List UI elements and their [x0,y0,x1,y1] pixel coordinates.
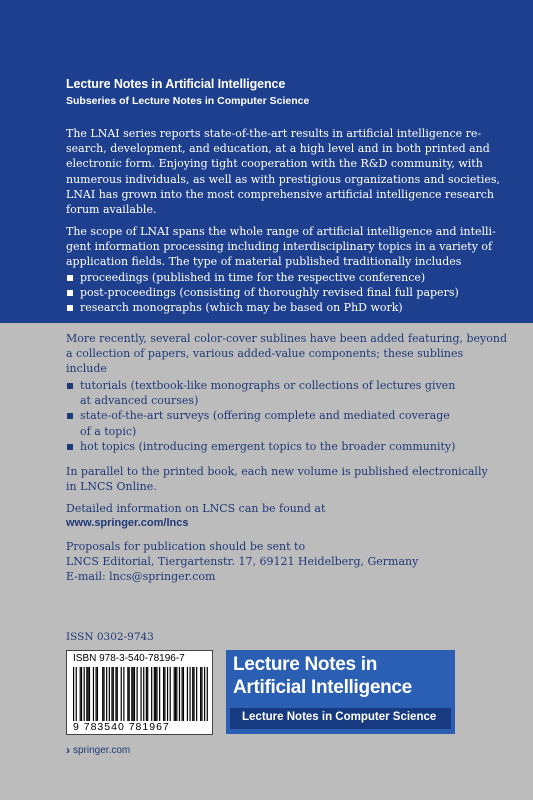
bullet-square-icon [67,444,73,450]
barcode-bar [193,667,194,721]
barcode-bar [163,667,164,721]
barcode-bar [131,667,132,721]
sublines-list [66,378,486,454]
barcode-bar [196,667,197,721]
list-item: proceedings (published in time for the respective conference) [66,270,486,285]
intro-line: The LNAI series reports state-of-the-art results in artificial intelligence re- [66,127,482,140]
sublines-line: include [66,362,107,376]
barcode-bar [155,667,156,721]
detailed-paragraph [66,501,476,531]
barcode-bar [121,667,122,721]
intro-line: electronic form. Enjoying tight cooperation with the R&D community, with [66,157,483,171]
list-item: state-of-the-art surveys (offering complete and mediated coverage of a topic) [66,408,486,438]
barcode-bar [141,667,142,721]
parallel-line: in LNCS Online. [66,480,157,494]
series-subtitle: Subseries of Lecture Notes in Computer Science [66,95,310,107]
barcode-bar [174,667,175,721]
barcode-bar [129,667,130,721]
barcode-bar [123,667,124,721]
barcode-bar [76,667,77,721]
barcode-bar [151,667,152,721]
scope-line: application fields. The type of material published traditionally includes [66,255,462,269]
intro-paragraph [66,126,500,217]
proposals-line: LNCS Editorial, Tiergartenstr. 17, 69121 Heidelberg, Germany [66,555,419,569]
scope-paragraph [66,224,496,270]
isbn-label: ISBN 978-3-540-78196-7 [73,653,185,664]
barcode-bar [154,667,155,721]
intro-line: forum available. [66,203,157,217]
logo-line-1: Lecture Notes in [233,654,378,675]
list-item: hot topics (introducing emergent topics to the broader community) [66,439,486,454]
barcode-bar [89,667,90,721]
bullet-square-icon [67,290,73,296]
barcode-bar [207,667,208,721]
barcode-bar [109,667,110,721]
barcode-bar [159,667,160,721]
bullet-square-icon [67,383,73,389]
barcode-bar [127,667,128,721]
barcode-bar [204,667,205,721]
barcode-bar [96,667,97,721]
publisher-name: springer.com [73,744,131,756]
intro-line: LNAI has grown into the most comprehensive artificial intelligence research [66,187,494,201]
parallel-line: In parallel to the printed book, each new volume is published electronically [66,465,488,478]
bullet-square-icon [67,305,73,311]
intro-line: search, development, and education, at a high level and in both printed and [66,142,490,156]
barcode-bar [117,667,118,721]
barcode-bar [86,667,87,721]
blue-top-panel [0,0,533,323]
barcode-bar [73,667,74,721]
barcode-bar [84,667,85,721]
chevron-right-icon: › [66,743,70,757]
barcode-bar [133,667,134,721]
proposals-email[interactable]: E-mail: lncs@springer.com [66,570,216,584]
series-title: Lecture Notes in Artificial Intelligence [66,77,286,91]
barcode-digits: 9 783540 781967 [73,721,170,733]
scope-line: gent information processing including interdisciplinary topics in a variety of [66,240,493,254]
list-item: tutorials (textbook-like monographs or collections of lectures given at advanced courses) [66,378,486,408]
barcode-bar [187,667,188,721]
barcode-bar [134,667,135,721]
series-logo [226,650,455,734]
list-item: research monographs (which may be based on PhD work) [66,300,486,315]
barcode-bar [189,667,190,721]
material-list [66,270,486,316]
isbn-barcode [66,650,213,735]
sublines-paragraph [66,331,508,377]
scope-line: The scope of LNAI spans the whole range of artificial intelligence and intelli- [66,225,496,238]
barcode-bar [176,667,177,721]
parallel-paragraph [66,464,488,494]
barcode-bar [80,667,81,721]
proposals-paragraph [66,539,476,585]
barcode-bar [97,667,98,721]
list-item: post-proceedings (consisting of thoroughly revised final full papers) [66,285,486,300]
barcode-bar [156,667,157,721]
intro-line: numerous individuals, as well as with prestigious organizations and societies, [66,172,500,186]
barcode-bar [179,667,180,721]
logo-band [230,708,451,729]
bullet-square-icon [67,275,73,281]
sublines-line: a collection of papers, various added-value components; these sublines [66,347,464,361]
barcode-bar [192,667,193,721]
barcode-bar [106,667,107,721]
bullet-square-icon [67,413,73,419]
barcode-bar [115,667,116,721]
logo-band-text: Lecture Notes in Computer Science [242,711,437,723]
barcode-bar [93,667,94,721]
detailed-line: Detailed information on LNCS can be found at [66,502,326,515]
barcode-bar [164,667,165,721]
barcode-bar [137,667,138,721]
barcode-graphic [73,667,208,721]
barcode-bar [102,667,103,721]
barcode-bar [200,667,201,721]
springer-lncs-link[interactable]: www.springer.com/lncs [66,517,189,530]
barcode-bar [170,667,171,721]
barcode-bar [175,667,176,721]
proposals-line: Proposals for publication should be sent to [66,540,306,553]
barcode-bar [146,667,147,721]
barcode-bar [113,667,114,721]
publisher-link[interactable] [66,743,130,757]
barcode-bar [143,667,144,721]
barcode-bar [81,667,82,721]
barcode-bar [88,667,89,721]
logo-line-2: Artificial Intelligence [233,677,412,698]
barcode-bar [183,667,184,721]
barcode-bar [182,667,183,721]
barcode-bar [147,667,148,721]
barcode-bar [167,667,168,721]
barcode-bar [201,667,202,721]
sublines-line: More recently, several color-cover sublines have been added featuring, beyond [66,332,508,345]
barcode-bar [111,667,112,721]
barcode-bar [103,667,104,721]
issn-number: ISSN 0302-9743 [66,631,154,643]
